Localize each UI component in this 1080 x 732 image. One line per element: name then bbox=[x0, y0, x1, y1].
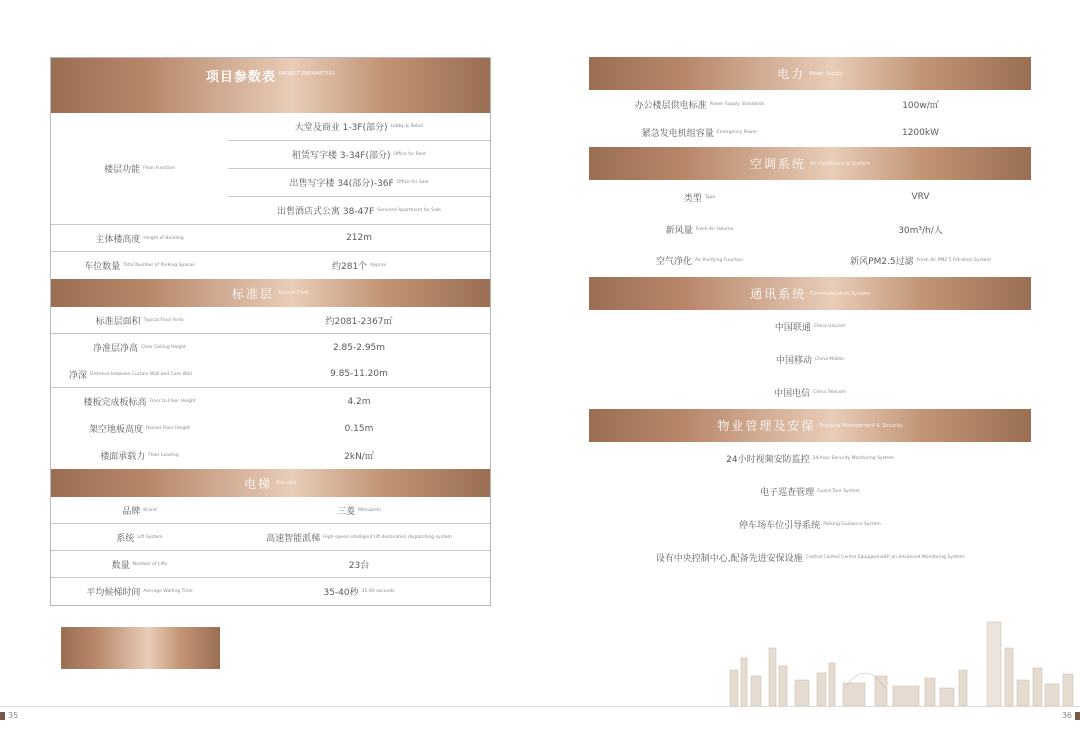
row-label bbox=[589, 118, 810, 147]
row-value bbox=[228, 497, 490, 523]
bronze-swatch bbox=[61, 627, 220, 669]
footer-rule-right bbox=[540, 706, 1080, 707]
parking-row bbox=[51, 252, 490, 279]
label-en: Height of Building bbox=[143, 235, 184, 241]
city-skyline-illustration bbox=[725, 618, 1080, 706]
label-text: 楼面承载力 bbox=[100, 452, 146, 462]
label-text: 楼板完成板标高 bbox=[83, 398, 147, 408]
label-text: 楼层功能 bbox=[104, 165, 141, 175]
standard-floor-header bbox=[51, 279, 490, 307]
label-en: Power Supply Standards bbox=[709, 101, 765, 107]
label-text: 空气净化 bbox=[656, 257, 693, 267]
ac-row bbox=[589, 214, 1031, 244]
row-label bbox=[589, 90, 810, 118]
value-en: China Mobile bbox=[814, 357, 845, 362]
label-en: Average Waiting Time bbox=[143, 589, 193, 594]
table-title-en: PROJECT PARAMETERS bbox=[278, 71, 336, 77]
power-row bbox=[589, 90, 1031, 118]
value-text: 24小时视频安防监控 bbox=[726, 455, 810, 465]
row-value: 30m³/h/人 bbox=[898, 225, 943, 236]
elevator-header bbox=[51, 469, 490, 497]
value-text: 中国联通 bbox=[774, 323, 811, 333]
power-header bbox=[589, 57, 1031, 90]
table-title-bar bbox=[51, 58, 490, 113]
row-label bbox=[51, 252, 228, 279]
row-label bbox=[589, 244, 810, 277]
section-title: 电梯 bbox=[244, 476, 273, 491]
floor-function-row bbox=[51, 113, 490, 225]
row-value: 212m bbox=[346, 233, 372, 243]
row-value: 9.85-11.20m bbox=[330, 369, 388, 379]
property-management-header bbox=[589, 409, 1031, 442]
label-text: 品牌 bbox=[122, 506, 141, 517]
label-en: Floor Function bbox=[143, 166, 175, 171]
std-row bbox=[51, 415, 490, 442]
std-row bbox=[51, 334, 490, 361]
section-title: 通讯系统 bbox=[750, 287, 807, 301]
value-en: Approx bbox=[370, 263, 386, 268]
building-systems-table bbox=[589, 57, 1031, 564]
project-parameters-table bbox=[50, 57, 491, 606]
label-text: 标准层面积 bbox=[95, 316, 141, 327]
std-row bbox=[51, 361, 490, 388]
row-value: 23台 bbox=[348, 560, 370, 571]
ac-header bbox=[589, 147, 1031, 180]
value-text: 35-40秒 bbox=[323, 588, 359, 598]
mgmt-row bbox=[589, 442, 1031, 475]
value-text: 电子巡查管理 bbox=[760, 488, 815, 498]
mgmt-row bbox=[589, 475, 1031, 508]
row-value bbox=[810, 244, 1031, 277]
page-marker bbox=[1075, 712, 1080, 720]
section-title: 电力 bbox=[777, 67, 806, 81]
value-en: High-speed intelligent lift destination dispatching system bbox=[323, 534, 452, 540]
section-title-en: Typical Floor bbox=[277, 290, 310, 296]
row-value: VRV bbox=[911, 192, 930, 202]
value-en: Fresh Air PM2.5 Filtration System bbox=[916, 258, 991, 263]
function-item bbox=[228, 169, 490, 197]
function-list bbox=[228, 113, 490, 224]
row-value: 2kN/㎡ bbox=[344, 452, 374, 462]
function-en: Office for Rent bbox=[393, 152, 426, 157]
value-text: 高速智能派梯 bbox=[266, 533, 321, 544]
value-en: Guard Tour System bbox=[817, 489, 860, 494]
label-en: Fresh Air Volume bbox=[695, 226, 734, 232]
std-row bbox=[51, 442, 490, 469]
label-text: 类型 bbox=[683, 193, 702, 204]
row-label bbox=[51, 578, 228, 605]
label-en: Floor to Floor Height bbox=[149, 399, 196, 404]
label-en: Distance between Curtain Wall and Core Wall bbox=[90, 371, 192, 377]
communication-header bbox=[589, 277, 1031, 310]
label-text: 架空地板高度 bbox=[89, 425, 144, 435]
value-en: Parking Guidance System bbox=[823, 522, 881, 527]
value-text: 设有中央控制中心,配备先进安保设施 bbox=[655, 554, 803, 564]
label-en: Number of Lifts bbox=[132, 561, 168, 567]
footer-rule-left bbox=[0, 706, 540, 707]
page-number-right bbox=[1062, 711, 1080, 720]
value-text: 中国移动 bbox=[775, 356, 812, 366]
label-en: Emergency Power bbox=[716, 130, 758, 135]
label-en: Brand bbox=[143, 507, 157, 513]
comm-row bbox=[589, 376, 1031, 409]
value-text: 新风PM2.5过滤 bbox=[850, 257, 914, 267]
page-number-left bbox=[0, 711, 18, 720]
function-zh: 租赁写字楼 3-34F(部分) bbox=[292, 151, 391, 161]
label-en: Typical Floor Area bbox=[143, 317, 184, 323]
row-value: 4.2m bbox=[347, 396, 371, 407]
section-title: 空调系统 bbox=[749, 157, 806, 171]
row-label bbox=[51, 361, 228, 387]
ac-row bbox=[589, 180, 1031, 214]
std-row bbox=[51, 388, 490, 415]
label-en: Type bbox=[704, 194, 716, 200]
label-text: 紧急发电机组容量 bbox=[641, 129, 714, 139]
label-text: 净深 bbox=[69, 370, 88, 381]
row-label bbox=[589, 214, 810, 244]
comm-row bbox=[589, 343, 1031, 376]
ac-row bbox=[589, 244, 1031, 277]
label-en: Lift System bbox=[137, 534, 163, 540]
row-label bbox=[51, 334, 228, 361]
elev-row bbox=[51, 524, 490, 551]
label-text: 办公楼层供电标准 bbox=[634, 100, 707, 111]
row-label bbox=[51, 442, 228, 469]
function-item bbox=[228, 113, 490, 141]
section-title: 物业管理及安保 bbox=[717, 419, 816, 433]
value-text: 停车场车位引导系统 bbox=[739, 521, 821, 531]
row-value bbox=[228, 252, 490, 279]
label-en: Total Number of Parking Spaces bbox=[123, 263, 195, 268]
row-value: 0.15m bbox=[344, 423, 374, 434]
row-label bbox=[51, 307, 228, 333]
label-text: 平均候梯时间 bbox=[86, 588, 141, 598]
page-number-text: 35 bbox=[8, 711, 19, 720]
value-en: Mitsubishi bbox=[358, 507, 381, 513]
label-text: 新风量 bbox=[665, 225, 693, 236]
page-marker bbox=[0, 712, 5, 720]
value-en: Central Control Centre Equipped with an Advanced Monitoring System bbox=[805, 555, 965, 560]
row-value bbox=[228, 578, 490, 605]
function-zh: 出售酒店式公寓 38-47F bbox=[277, 207, 375, 217]
row-label bbox=[51, 551, 228, 577]
label-en: Air Purifying Function bbox=[695, 258, 743, 263]
elev-row bbox=[51, 497, 490, 524]
power-row bbox=[589, 118, 1031, 147]
section-title-en: Air Conditioning System bbox=[809, 160, 871, 167]
std-row bbox=[51, 307, 490, 334]
elev-row bbox=[51, 578, 490, 605]
function-en: Serviced Apartment for Sale bbox=[377, 208, 441, 213]
label-text: 车位数量 bbox=[84, 262, 121, 272]
label-text: 系统 bbox=[116, 533, 135, 544]
row-label bbox=[51, 388, 228, 415]
label-en: Clear Ceiling Height bbox=[141, 345, 186, 350]
label-text: 数量 bbox=[111, 560, 130, 571]
function-zh: 出售写字楼 34(部分)-36F bbox=[289, 179, 394, 189]
section-title-en: Elevator bbox=[276, 480, 297, 486]
row-label bbox=[51, 225, 228, 251]
function-en: Office for Sale bbox=[396, 180, 429, 185]
row-value: 约2081-2367㎡ bbox=[325, 316, 393, 327]
function-en: Lobby & Retail bbox=[390, 124, 424, 129]
label-text: 净准层净高 bbox=[93, 344, 139, 354]
elev-row bbox=[51, 551, 490, 578]
value-text: 三菱 bbox=[337, 506, 356, 517]
value-text: 约281个 bbox=[331, 262, 368, 272]
comm-row bbox=[589, 310, 1031, 343]
row-value bbox=[228, 524, 490, 550]
label-text: 主体楼高度 bbox=[95, 234, 141, 245]
label-en: Raised Floor Height bbox=[146, 426, 190, 431]
label-en: Floor Loading bbox=[148, 453, 179, 458]
section-title: 标准层 bbox=[231, 286, 274, 301]
section-title-en: Property Management & Security bbox=[819, 422, 903, 429]
row-label bbox=[51, 524, 228, 550]
table-title: 项目参数表 bbox=[205, 70, 276, 85]
mgmt-row bbox=[589, 508, 1031, 541]
value-en: 24-hour Security Monitoring System bbox=[812, 456, 894, 461]
function-item bbox=[228, 141, 490, 169]
section-title-en: Communication System bbox=[810, 290, 870, 297]
row-label bbox=[589, 180, 810, 214]
floor-function-label bbox=[51, 113, 228, 224]
value-en: 35-40 seconds bbox=[361, 589, 395, 594]
row-label bbox=[51, 497, 228, 523]
row-label bbox=[51, 415, 228, 442]
building-height-row bbox=[51, 225, 490, 252]
function-zh: 大堂及商业 1-3F(部分) bbox=[294, 123, 388, 133]
row-value: 1200kW bbox=[901, 127, 939, 138]
page-number-text: 36 bbox=[1061, 711, 1072, 720]
value-en: China Telecom bbox=[813, 390, 846, 395]
section-title-en: Power Supply bbox=[809, 70, 843, 77]
mgmt-row bbox=[589, 541, 1031, 574]
value-text: 中国电信 bbox=[774, 389, 811, 399]
value-en: China Unicom bbox=[813, 324, 846, 329]
row-value: 2.85-2.95m bbox=[332, 342, 386, 353]
row-value: 100w/㎡ bbox=[902, 100, 939, 111]
function-item bbox=[228, 197, 490, 224]
